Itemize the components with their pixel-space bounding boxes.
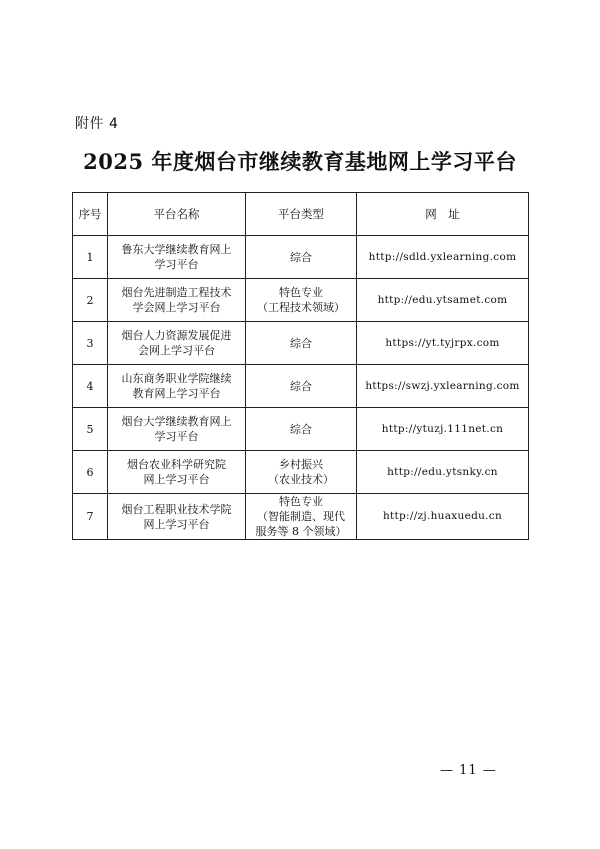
row-name-line: 网上学习平台: [143, 473, 210, 486]
header-url: 网 址: [357, 193, 529, 236]
row-name: [108, 279, 246, 322]
row-seq: 2: [73, 279, 108, 322]
row-name: [108, 236, 246, 279]
row-type-line: 综合: [290, 379, 312, 393]
header-seq: 序号: [73, 193, 108, 236]
row-type-line: 服务等 8 个领域）: [255, 525, 347, 538]
row-name-line: 会网上学习平台: [138, 344, 215, 357]
row-type-line: 特色专业: [279, 286, 323, 299]
row-seq: 3: [73, 322, 108, 365]
row-type-line: （工程技术领域）: [257, 301, 345, 314]
header-name: 平台名称: [108, 193, 246, 236]
table-row: [73, 365, 529, 408]
row-type: [246, 365, 357, 408]
row-name-line: 烟台人力资源发展促进: [121, 329, 232, 342]
row-name-line: 烟台先进制造工程技术: [121, 286, 232, 299]
table-row: [73, 322, 529, 365]
table-row: [73, 494, 529, 540]
document-title: 2025 年度烟台市继续教育基地网上学习平台: [83, 149, 517, 174]
row-type-line: 综合: [290, 336, 312, 350]
row-seq: 6: [73, 451, 108, 494]
row-name: [108, 451, 246, 494]
row-type-line: 乡村振兴: [279, 458, 323, 471]
header-type: 平台类型: [246, 193, 357, 236]
table-row: [73, 408, 529, 451]
row-type: [246, 236, 357, 279]
platform-table: [72, 192, 529, 540]
table-row: [73, 451, 529, 494]
row-name: [108, 408, 246, 451]
page-number: — 11 —: [440, 763, 497, 778]
row-type: [246, 279, 357, 322]
row-name-line: 烟台工程职业技术学院: [121, 502, 232, 516]
row-type: [246, 322, 357, 365]
row-name-line: 烟台大学继续教育网上: [121, 415, 232, 428]
row-seq: 1: [73, 236, 108, 279]
row-seq: 4: [73, 365, 108, 408]
row-name-line: 烟台农业科学研究院: [127, 458, 226, 471]
attachment-label: 附件 4: [75, 116, 119, 132]
row-type-line: （农业技术）: [268, 473, 334, 486]
row-url: http://edu.ytsnky.cn: [357, 451, 529, 494]
row-name: [108, 494, 246, 540]
row-url: http://ytuzj.111net.cn: [357, 408, 529, 451]
row-seq: 7: [73, 494, 108, 540]
row-name: [108, 322, 246, 365]
row-name-line: 山东商务职业学院继续: [121, 372, 232, 385]
row-type-line: 综合: [290, 422, 312, 436]
row-url: https://swzj.yxlearning.com: [357, 365, 529, 408]
row-type-line: 特色专业: [279, 495, 323, 508]
row-type-line: （智能制造、现代: [257, 510, 345, 523]
row-url: http://sdld.yxlearning.com: [357, 236, 529, 279]
row-name-line: 学习平台: [154, 430, 199, 443]
table-row: [73, 236, 529, 279]
row-name-line: 教育网上学习平台: [132, 387, 221, 400]
table-header-row: [73, 193, 529, 236]
row-url: http://edu.ytsamet.com: [357, 279, 529, 322]
row-type: [246, 494, 357, 540]
row-type-line: 综合: [290, 250, 312, 264]
row-name-line: 鲁东大学继续教育网上: [121, 243, 232, 256]
row-type: [246, 408, 357, 451]
row-name-line: 网上学习平台: [143, 517, 210, 531]
table-row: [73, 279, 529, 322]
row-url: http://zj.huaxuedu.cn: [357, 494, 529, 540]
row-name-line: 学习平台: [154, 258, 199, 271]
row-name: [108, 365, 246, 408]
row-type: [246, 451, 357, 494]
row-name-line: 学会网上学习平台: [132, 301, 221, 314]
row-seq: 5: [73, 408, 108, 451]
row-url: https://yt.tyjrpx.com: [357, 322, 529, 365]
